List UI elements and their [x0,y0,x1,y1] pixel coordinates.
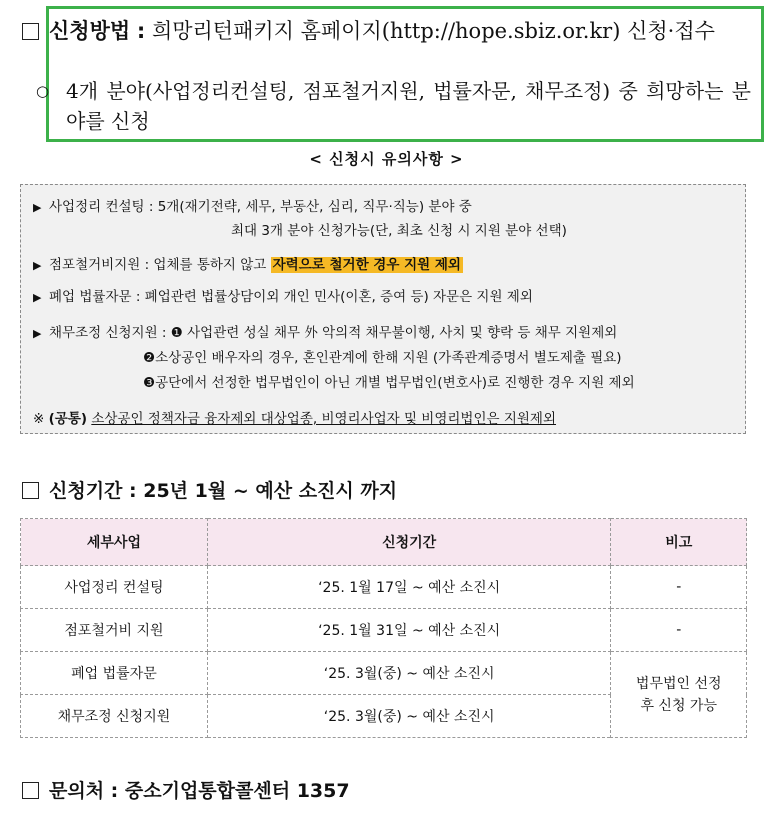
cell-period: ‘25. 1월 31일 ~ 예산 소진시 [207,609,611,652]
cell-note: - [611,566,747,609]
cell-period: ‘25. 1월 17일 ~ 예산 소진시 [207,566,611,609]
apply-method-text: 희망리턴패키지 홈페이지(http://hope.sbiz.or.kr) 신청·접수 [151,19,715,43]
common-label: (공통) [48,411,88,427]
notice-item-debt-3: ❸공단에서 선정한 법무법인이 아닌 개별 법무법인(변호사)로 진행한 경우 지원 제외 [143,375,635,391]
notice-box [20,184,746,434]
cell-program: 사업정리 컨설팅 [21,566,208,609]
notice-item-text: 폐업 법률자문 : 폐업관련 법률상담이외 개인 민사(이혼, 증여 등) 자문은 지원 제외 [49,289,533,305]
checkbox-square-icon [22,482,39,499]
arrow-icon: ▶ [33,291,42,304]
notice-item-demolition [33,253,463,273]
common-text: 소상공인 정책자금 융자제외 대상업종, 비영리사업자 및 비영리법인은 지원제외 [91,411,557,427]
arrow-icon: ▶ [33,201,42,214]
reference-mark: ※ [33,411,45,427]
contact-title-text: 문의처 : 중소기업통합콜센터 1357 [49,780,350,802]
table-row [21,566,747,609]
apply-period-table [20,518,747,738]
notice-item-text: 점포철거비지원 : 업체를 통하지 않고 [49,257,271,273]
notice-title: < 신청시 유의사항 > [309,150,464,168]
apply-method-detail [36,76,751,136]
colon: : [136,19,146,43]
header-period: 신청기간 [207,519,611,566]
checkbox-square-icon [22,23,39,40]
table-row [21,609,747,652]
header-program: 세부사업 [21,519,208,566]
arrow-icon: ▶ [33,327,42,340]
cell-period: ‘25. 3월(중) ~ 예산 소진시 [207,695,611,738]
checkbox-square-icon [22,782,39,799]
cell-program: 점포철거비 지원 [21,609,208,652]
notice-item-text: 채무조정 신청지원 : ❶ 사업관련 성실 채무 外 악의적 채무불이행, 사치 및 향락 등 채무 지원제외 [49,325,618,341]
cell-note-merged: 법무법인 선정 후 신청 가능 [611,652,747,738]
cell-program: 채무조정 신청지원 [21,695,208,738]
notice-item-debt-2: ❷소상공인 배우자의 경우, 혼인관계에 한해 지원 (가족관계증명서 별도제출 필요) [143,350,622,366]
apply-period-title [22,476,397,503]
notice-item-debt [33,321,617,341]
notice-common [33,407,556,427]
arrow-icon: ▶ [33,259,42,272]
bullet-circle-icon: ○ [36,82,50,100]
cell-note: - [611,609,747,652]
notice-item-consulting-cont: 최대 3개 분야 신청가능(단, 최초 신청 시 지원 분야 선택) [231,223,567,239]
apply-period-title-text: 신청기간 : 25년 1월 ~ 예산 소진시 까지 [49,480,398,502]
apply-method-label: 신청방법 [49,19,131,43]
contact-title [22,776,350,803]
notice-item-legal [33,285,533,305]
notice-item-consulting [33,195,472,215]
apply-method-detail-text: 4개 분야(사업정리컨설팅, 점포철거지원, 법률자문, 채무조정) 중 희망하는 분야를 신청 [66,79,751,133]
header-note: 비고 [611,519,747,566]
apply-method-line [22,16,762,46]
notice-item-text: 사업정리 컨설팅 : 5개(재기전략, 세무, 부동산, 심리, 직무·직능) 분야 중 [49,199,472,215]
cell-program: 폐업 법률자문 [21,652,208,695]
table-header-row [21,519,747,566]
cell-period: ‘25. 3월(중) ~ 예산 소진시 [207,652,611,695]
table-row [21,652,747,695]
highlighted-text: 자력으로 철거한 경우 지원 제외 [272,257,461,273]
